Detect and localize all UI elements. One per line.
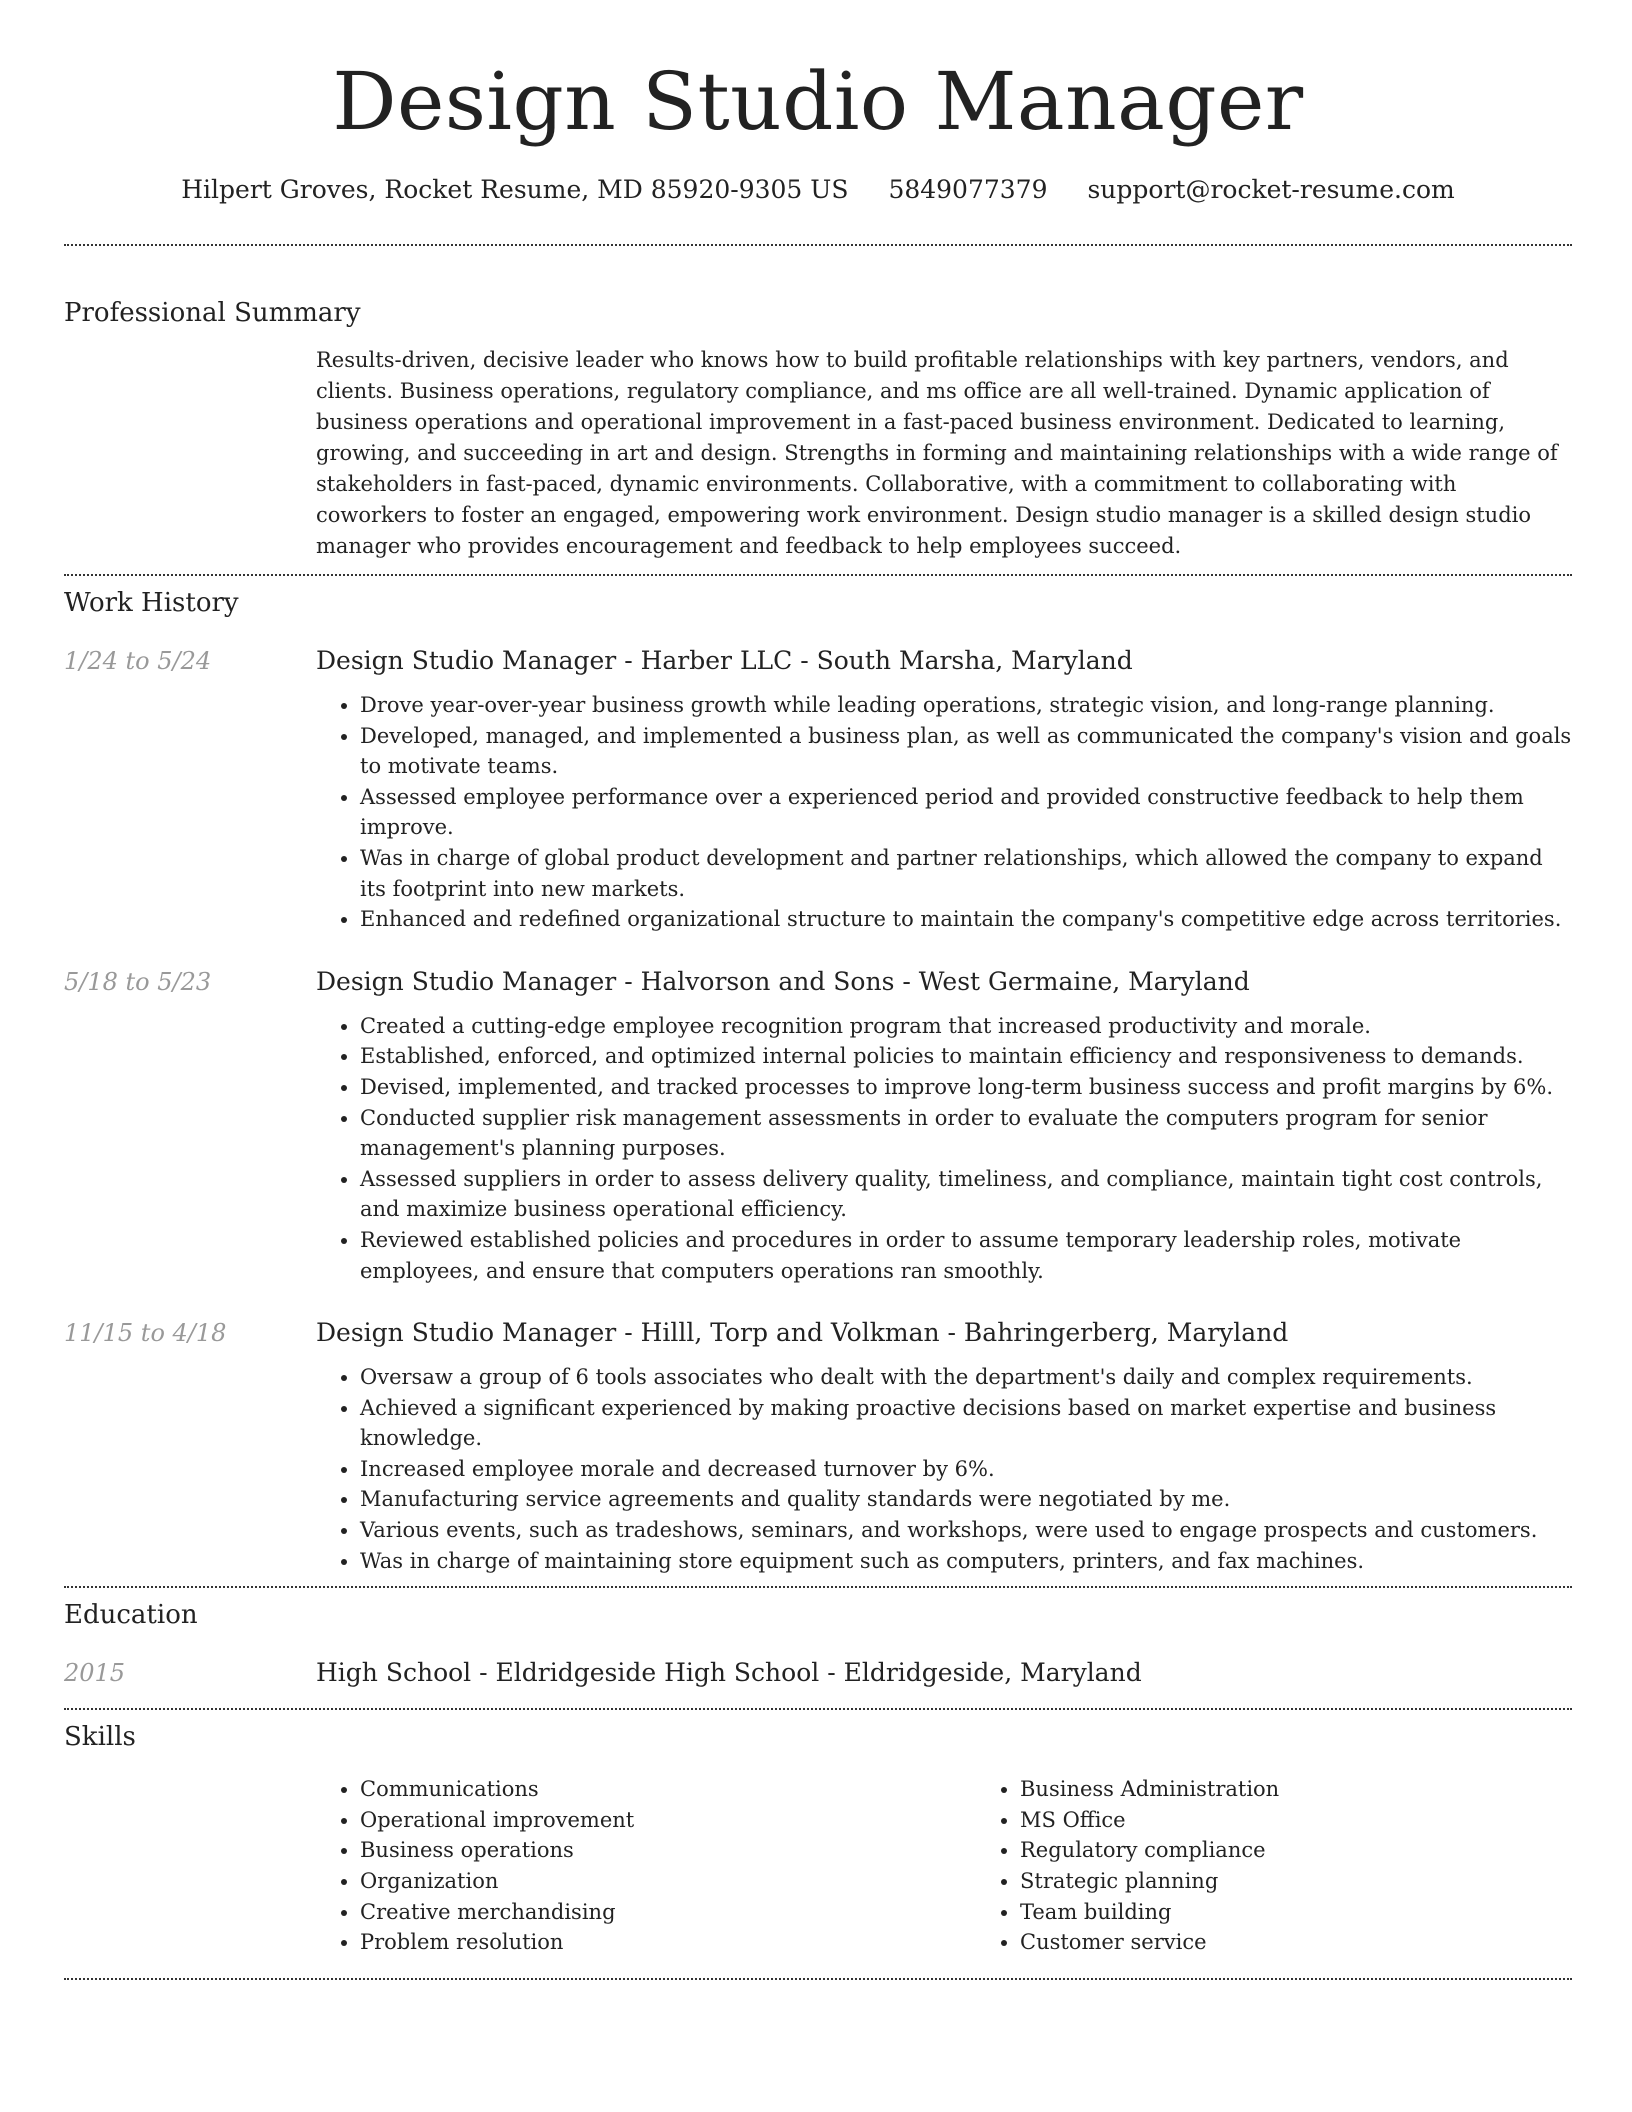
list-item: • Drove year-over-year business growth while leading operations, strategic vision, and long-range planning. bbox=[360, 690, 1572, 721]
list-item: • Was in charge of maintaining store equipment such as computers, printers, and fax machines. bbox=[360, 1546, 1572, 1577]
list-item: • Developed, managed, and implemented a business plan, as well as communicated the company's vision and goals to motivate teams. bbox=[360, 721, 1572, 782]
skill-item: • MS Office bbox=[1020, 1805, 1632, 1836]
education-title: High School - Eldridgeside High School - Eldridgeside, Maryland bbox=[316, 1658, 1142, 1688]
skill-item: • Customer service bbox=[1020, 1927, 1632, 1958]
list-item: • Assessed suppliers in order to assess delivery quality, timeliness, and compliance, maintain tight cost controls, and maximize business operational efficiency. bbox=[360, 1164, 1572, 1225]
list-item: • Conducted supplier risk management assessments in order to evaluate the computers program for senior management's planning purposes. bbox=[360, 1103, 1572, 1164]
skill-item: • Communications bbox=[360, 1774, 976, 1805]
skill-item: • Team building bbox=[1020, 1897, 1632, 1928]
skills-section bbox=[64, 1720, 1572, 1978]
section-divider bbox=[64, 1978, 1572, 1980]
section-divider bbox=[64, 1708, 1572, 1710]
skill-item: • Business operations bbox=[360, 1835, 976, 1866]
section-heading-education: Education bbox=[64, 1600, 198, 1631]
education-dates: 2015 bbox=[64, 1659, 126, 1688]
section-heading-summary: Professional Summary bbox=[64, 298, 361, 328]
job-dates: 11/15 to 4/18 bbox=[64, 1319, 227, 1348]
job-title: Design Studio Manager - Harber LLC - South Marsha, Maryland bbox=[316, 646, 1133, 675]
skills-list-left bbox=[316, 1774, 976, 1958]
summary-text: Results-driven, decisive leader who knows how to build profitable relationships with key partners, vendors, and clients. Business operations, regulatory compliance, and ms office are all well-trained. Dynamic application of business operations and operational improvement in a fast-paced business environment. Dedicated to learning, growing, and succeeding in art and design. Strengths in forming and maintaining relationships with a wide range of stakeholders in fast-paced, dynamic environments. Collaborative, with a commitment to collaborating with coworkers to foster an engaged, empowering work environment. Design studio manager is a skilled design studio manager who provides encouragement and feedback to help employees succeed. bbox=[316, 348, 1558, 558]
list-item: • Devised, implemented, and tracked processes to improve long-term business success and profit margins by 6%. bbox=[360, 1072, 1572, 1103]
job-entry bbox=[64, 965, 1572, 1286]
section-divider bbox=[64, 1586, 1572, 1588]
work-history-section bbox=[64, 586, 1572, 1586]
contact-address: Hilpert Groves, Rocket Resume, MD 85920-9305 US bbox=[181, 175, 849, 204]
job-bullets bbox=[316, 1011, 1572, 1286]
skills-columns bbox=[316, 1774, 1632, 1958]
professional-summary-section bbox=[64, 296, 1572, 574]
job-entry bbox=[64, 1316, 1572, 1586]
list-item: • Created a cutting-edge employee recognition program that increased productivity and morale. bbox=[360, 1011, 1572, 1042]
job-bullets bbox=[316, 1362, 1572, 1576]
job-title: Design Studio Manager - Halvorson and Sons - West Germaine, Maryland bbox=[316, 966, 1250, 996]
section-divider bbox=[64, 244, 1572, 246]
list-item: • Enhanced and redefined organizational structure to maintain the company's competitive edge across territories. bbox=[360, 904, 1572, 935]
job-bullets bbox=[316, 690, 1572, 935]
list-item: • Was in charge of global product development and partner relationships, which allowed the company to expand its footprint into new markets. bbox=[360, 843, 1572, 904]
skill-item: • Organization bbox=[360, 1866, 976, 1897]
skill-item: • Business Administration bbox=[1020, 1774, 1632, 1805]
skill-item: • Strategic planning bbox=[1020, 1866, 1632, 1897]
list-item: • Achieved a significant experienced by making proactive decisions based on market expertise and business knowledge. bbox=[360, 1393, 1572, 1454]
job-dates: 1/24 to 5/24 bbox=[64, 647, 212, 675]
skills-list-right bbox=[976, 1774, 1632, 1958]
education-section bbox=[64, 1598, 1572, 1708]
section-heading-work: Work History bbox=[64, 588, 239, 618]
job-dates: 5/18 to 5/23 bbox=[64, 967, 212, 996]
skill-item: • Problem resolution bbox=[360, 1927, 976, 1958]
job-entry bbox=[64, 644, 1572, 935]
skills-spacer bbox=[64, 1774, 316, 1958]
skill-item: • Creative merchandising bbox=[360, 1897, 976, 1928]
contact-phone: 5849077379 bbox=[888, 175, 1048, 204]
contact-email: support@rocket-resume.com bbox=[1087, 175, 1455, 204]
list-item: • Established, enforced, and optimized internal policies to maintain efficiency and responsiveness to demands. bbox=[360, 1041, 1572, 1072]
list-item: • Increased employee morale and decreased turnover by 6%. bbox=[360, 1454, 1572, 1485]
summary-spacer bbox=[64, 345, 316, 562]
resume-page bbox=[64, 0, 1572, 1980]
job-title: Design Studio Manager - Hilll, Torp and Volkman - Bahringerberg, Maryland bbox=[316, 1318, 1289, 1348]
contact-line bbox=[64, 172, 1572, 208]
list-item: • Reviewed established policies and procedures in order to assume temporary leadership roles, motivate employees, and ensure that computers operations ran smoothly. bbox=[360, 1225, 1572, 1286]
list-item: • Oversaw a group of 6 tools associates who dealt with the department's daily and complex requirements. bbox=[360, 1362, 1572, 1393]
section-heading-skills: Skills bbox=[64, 1722, 136, 1753]
resume-title: Design Studio Manager bbox=[332, 55, 1304, 148]
skill-item: • Regulatory compliance bbox=[1020, 1835, 1632, 1866]
list-item: • Various events, such as tradeshows, seminars, and workshops, were used to engage prospects and customers. bbox=[360, 1515, 1572, 1546]
education-entry bbox=[64, 1656, 1572, 1708]
section-divider bbox=[64, 574, 1572, 576]
skill-item: • Operational improvement bbox=[360, 1805, 976, 1836]
list-item: • Assessed employee performance over a experienced period and provided constructive feedback to help them improve. bbox=[360, 782, 1572, 843]
list-item: • Manufacturing service agreements and quality standards were negotiated by me. bbox=[360, 1484, 1572, 1515]
